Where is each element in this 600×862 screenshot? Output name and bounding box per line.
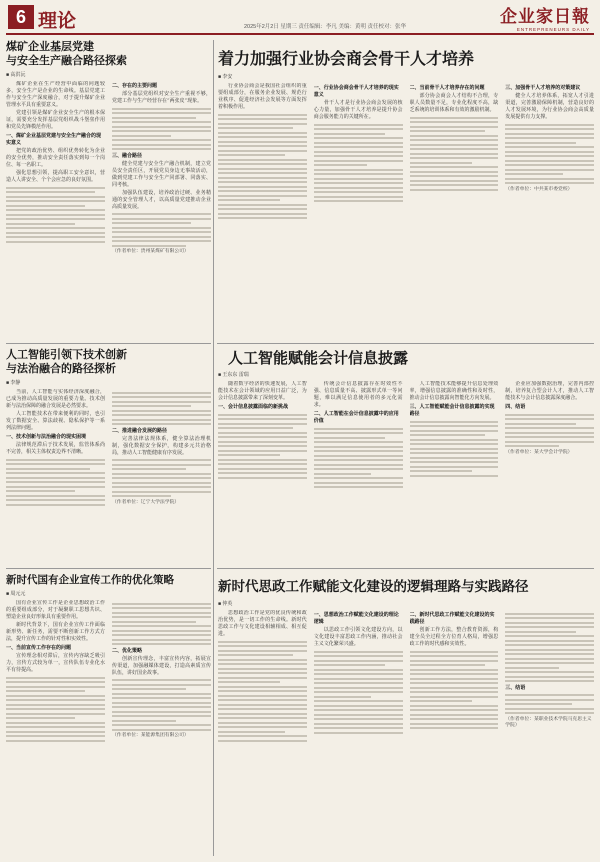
paragraph: 人工智能技术在带来便利的同时，也引发了数据安全、算法歧视、隐私保护等一系列法律问题。 — [6, 411, 105, 431]
author-affiliation: （作者单位：某能源集团有限公司） — [112, 733, 189, 738]
paragraph: 健全党建与安全生产融合机制，建立党员安全责任区，开展党员身边无事故活动，做到党建工作与安全生产同部署、同落实、同考核。 — [112, 160, 211, 188]
text-filler — [410, 117, 499, 191]
article-title — [6, 40, 211, 68]
newspaper-name-en: ENTREPRENEURS DAILY — [516, 27, 590, 32]
article-byline: ■ 王东东 雷瑞 — [218, 372, 249, 378]
section-heading: 四、结语 — [505, 404, 526, 410]
paragraph: 部分基层党组织对安全生产重视不够，党建工作与生产经营存在“两张皮”现象。 — [112, 91, 211, 104]
paragraph: 骨干人才是行业协会商会发展的核心力量，加强骨干人才培养是提升协会商会服务能力的关键所在。 — [313, 100, 403, 120]
text-filler — [218, 114, 307, 220]
paragraph: 人工智能技术能够提升信息处理效率，增强信息披露的准确性和及时性，推动会计信息披露向智能化方向发展。 — [409, 381, 499, 401]
divider-ai-pub — [6, 568, 211, 569]
text-column — [410, 83, 499, 222]
paragraph: 部分协会商会人才结构不合理，专职人员数量不足，专业化程度不高，缺乏系统的培训体系和有效的激励机制。 — [409, 93, 499, 113]
section-heading: 三、融合路径 — [112, 152, 143, 159]
article-title-line2: 与法治融合的路径探析 — [6, 362, 116, 375]
paragraph: 创新工作方法，整合教育资源，构建全员全过程全方位育人格局，增强思政工作的时代感和实效性。 — [409, 627, 499, 647]
paragraph: 国有企业宣传工作是企业思想政治工作的重要组成部分，对于凝聚职工思想共识、塑造企业良好形象具有重要作用。 — [6, 600, 105, 620]
article-byline: ■ 李静 — [6, 380, 21, 386]
article-ai-accounting — [218, 348, 594, 564]
paragraph: 随着数字经济的快速发展，人工智能技术在会计领域的应用日益广泛，为会计信息披露带来了深刻变革。 — [218, 381, 307, 401]
article-title-line1: 人工智能引领下技术创新 — [6, 348, 127, 361]
section-heading: 一、技术创新与法治融合的现实困境 — [6, 434, 87, 440]
article-byline: ■ 李安 — [218, 74, 233, 80]
divider-acct-ideology — [217, 568, 594, 569]
text-column — [410, 610, 499, 744]
text-column — [505, 381, 594, 491]
section-heading: 一、行业协会商会骨干人才培养的现实意义 — [313, 85, 399, 98]
article-ai-rule-of-law — [6, 348, 211, 564]
section-heading: 三、结语 — [505, 684, 526, 691]
masthead-rule — [6, 33, 594, 35]
text-column — [6, 81, 105, 257]
text-filler — [505, 124, 594, 185]
text-filler — [505, 694, 594, 714]
article-title: 着力加强行业协会商会骨干人才培养 — [218, 49, 475, 68]
article-title-line2: 与安全生产融合路径探索 — [6, 54, 127, 67]
section-heading: 二、存在的主要问题 — [112, 83, 158, 89]
article-title — [6, 348, 211, 376]
newspaper-logo — [500, 2, 590, 32]
paragraph: 当前，人工智能与实体经济深度融合，已成为推动高质量发展的重要力量。技术创新与法治保障的融合发展是必然要求。 — [6, 389, 105, 409]
section-heading: 三、人工智能赋能会计信息披露的实现路径 — [409, 404, 495, 417]
section-heading: 二、当前骨干人才培养存在的问题 — [409, 85, 485, 91]
text-column — [505, 83, 594, 222]
text-filler — [6, 459, 105, 506]
text-filler — [505, 414, 594, 448]
paragraph: 法律规范滞后于技术发展，监管体系尚不完善，相关主体权责边界不清晰。 — [6, 442, 105, 455]
text-column — [6, 389, 105, 508]
paragraph: 传统会计信息披露存在时效性不强、信息质量不高、披露形式单一等问题，难以满足信息使用者的多元化需求。 — [313, 381, 403, 408]
text-filler — [112, 459, 211, 497]
article-title: 人工智能赋能会计信息披露 — [228, 349, 409, 367]
paragraph: 强化思想引领，提高职工安全意识，营造人人讲安全、个个会应急的良好氛围。 — [6, 170, 105, 183]
text-column — [112, 81, 211, 257]
article-ideology-culture — [218, 573, 594, 856]
text-column — [112, 389, 211, 508]
section-heading: 二、推进融合发展的路径 — [112, 427, 168, 434]
paragraph: 把党的政治优势、组织优势转化为企业的安全优势，推动安全责任落实到每一个岗位、每一名职工。 — [6, 148, 105, 168]
paragraph: 煤矿企业在生产经营中面临的问题较多，安全生产是企业的生命线。基层党建工作与安全生产深度融合，对于提升煤矿企业管理水平具有重要意义。 — [6, 81, 105, 108]
section-heading: 二、新时代思政工作赋能文化建设的实践路径 — [409, 612, 495, 625]
section-title: 理论 — [38, 11, 77, 32]
paragraph: 行业协会商会是我国社会组织的重要组成部分，在服务企业发展、规范行业秩序、促进经济社会发展等方面发挥着积极作用。 — [218, 83, 307, 110]
text-filler — [410, 421, 499, 477]
newspaper-name: 企业家日報 — [500, 7, 590, 26]
dateline: 2025年2月2日 星期三 责任编辑：李凡 美编：黄明 责任校对：张华 — [244, 24, 406, 30]
article-byline: ■ 高洪沅 — [6, 72, 26, 78]
page-number-badge: 6 — [8, 5, 34, 29]
paragraph: 宣传理念相对滞后，宣传内容缺乏吸引力，宣传方式较为单一，宣传队伍专业化水平有待提高。 — [6, 653, 105, 673]
author-affiliation: （作者单位：辽宁大学法学院） — [112, 499, 180, 505]
article-title-line1: 煤矿企业基层党建 — [6, 40, 94, 53]
text-filler — [314, 428, 403, 489]
author-affiliation: （作者单位：某大学会计学院） — [505, 449, 573, 455]
text-column — [314, 83, 403, 222]
section-heading: 二、人工智能在会计信息披露中的应用价值 — [313, 411, 399, 424]
text-column — [6, 600, 105, 744]
divider-assoc-acct — [217, 343, 594, 344]
divider-coal-ai — [6, 343, 211, 344]
paragraph: 党建引领是煤矿企业安全生产的根本保证，需要充分发挥基层党组织战斗堡垒作用和党员先锋模范作用。 — [6, 110, 105, 130]
text-column — [112, 600, 211, 744]
article-byline: ■ 仲英 — [218, 601, 233, 607]
paragraph: 完善法律法规体系，健全算法治理机制，强化数据安全保护，构建多元共治格局，推动人工智能健康有序发展。 — [112, 435, 211, 456]
paragraph: 企业应加强数据治理，完善内部控制，培养复合型会计人才，推动人工智能技术与会计信息披露深度融合。 — [505, 381, 594, 401]
section-heading: 二、优化策略 — [112, 647, 143, 654]
article-coal-party-building — [6, 40, 211, 340]
text-filler — [112, 679, 211, 731]
paragraph: 健全人才培养体系，拓宽人才引进渠道，完善激励保障机制，营造良好的人才发展环境，为行业协会商会高质量发展提供有力支撑。 — [505, 93, 594, 120]
article-soe-publicity — [6, 573, 211, 856]
text-column — [218, 381, 307, 491]
paragraph: 思想政治工作是党的优良传统和政治优势，是一切工作的生命线。新时代思政工作与文化建设相辅相成、相互促进。 — [218, 610, 307, 637]
author-affiliation: （作者单位：某职业技术学院马克思主义学院） — [505, 716, 592, 728]
author-affiliation: （作者单位：中共某市委党校） — [505, 186, 573, 192]
article-title: 新时代思政工作赋能文化建设的逻辑理路与实践路径 — [218, 579, 529, 595]
text-filler — [314, 124, 403, 203]
section-heading: 三、加强骨干人才培养的对策建议 — [505, 85, 581, 91]
text-filler — [112, 108, 211, 151]
paragraph: 创新宣传理念，丰富宣传内容，拓展宣传渠道，加强融媒体建设，打造高素质宣传队伍，讲好国企故事。 — [112, 655, 211, 676]
text-filler — [505, 613, 594, 683]
paragraph: 以思政工作引领文化建设方向，以文化建设丰富思政工作内涵，推动社会主义文化繁荣兴盛。 — [313, 627, 403, 647]
section-heading: 一、会计信息披露面临的新挑战 — [218, 404, 289, 410]
article-byline: ■ 周元元 — [6, 591, 26, 597]
text-column — [218, 610, 307, 744]
text-filler — [218, 414, 307, 479]
text-filler — [112, 603, 211, 646]
text-column — [314, 610, 403, 744]
text-column — [410, 381, 499, 491]
section-heading: 一、当前宣传工作存在的问题 — [6, 645, 72, 651]
section-heading: 一、思想政治工作赋能文化建设的理论逻辑 — [313, 612, 399, 625]
text-filler — [112, 213, 211, 247]
page-masthead — [0, 0, 600, 34]
text-column — [505, 610, 594, 744]
paragraph: 新时代背景下，国有企业宣传工作面临新形势、新任务，需要不断创新工作方式方法，提升宣传工作的针对性和实效性。 — [6, 622, 105, 642]
article-title: 新时代国有企业宣传工作的优化策略 — [6, 574, 174, 586]
section-heading: 一、煤矿企业基层党建与安全生产融合的现实意义 — [6, 133, 102, 146]
text-filler — [6, 677, 105, 742]
author-affiliation: （作者单位：贵州某煤矿有限公司） — [112, 249, 189, 254]
text-filler — [218, 641, 307, 742]
column-divider-left — [213, 40, 214, 856]
text-column — [314, 381, 403, 491]
text-filler — [314, 651, 403, 734]
text-filler — [410, 651, 499, 730]
article-association-talent — [218, 40, 594, 340]
text-filler — [6, 187, 105, 243]
paragraph: 加强队伍建设，培养政治过硬、业务精通的安全管理人才，以高质量党建推动企业高质量发展。 — [112, 189, 211, 210]
text-column — [218, 83, 307, 222]
text-filler — [112, 392, 211, 426]
